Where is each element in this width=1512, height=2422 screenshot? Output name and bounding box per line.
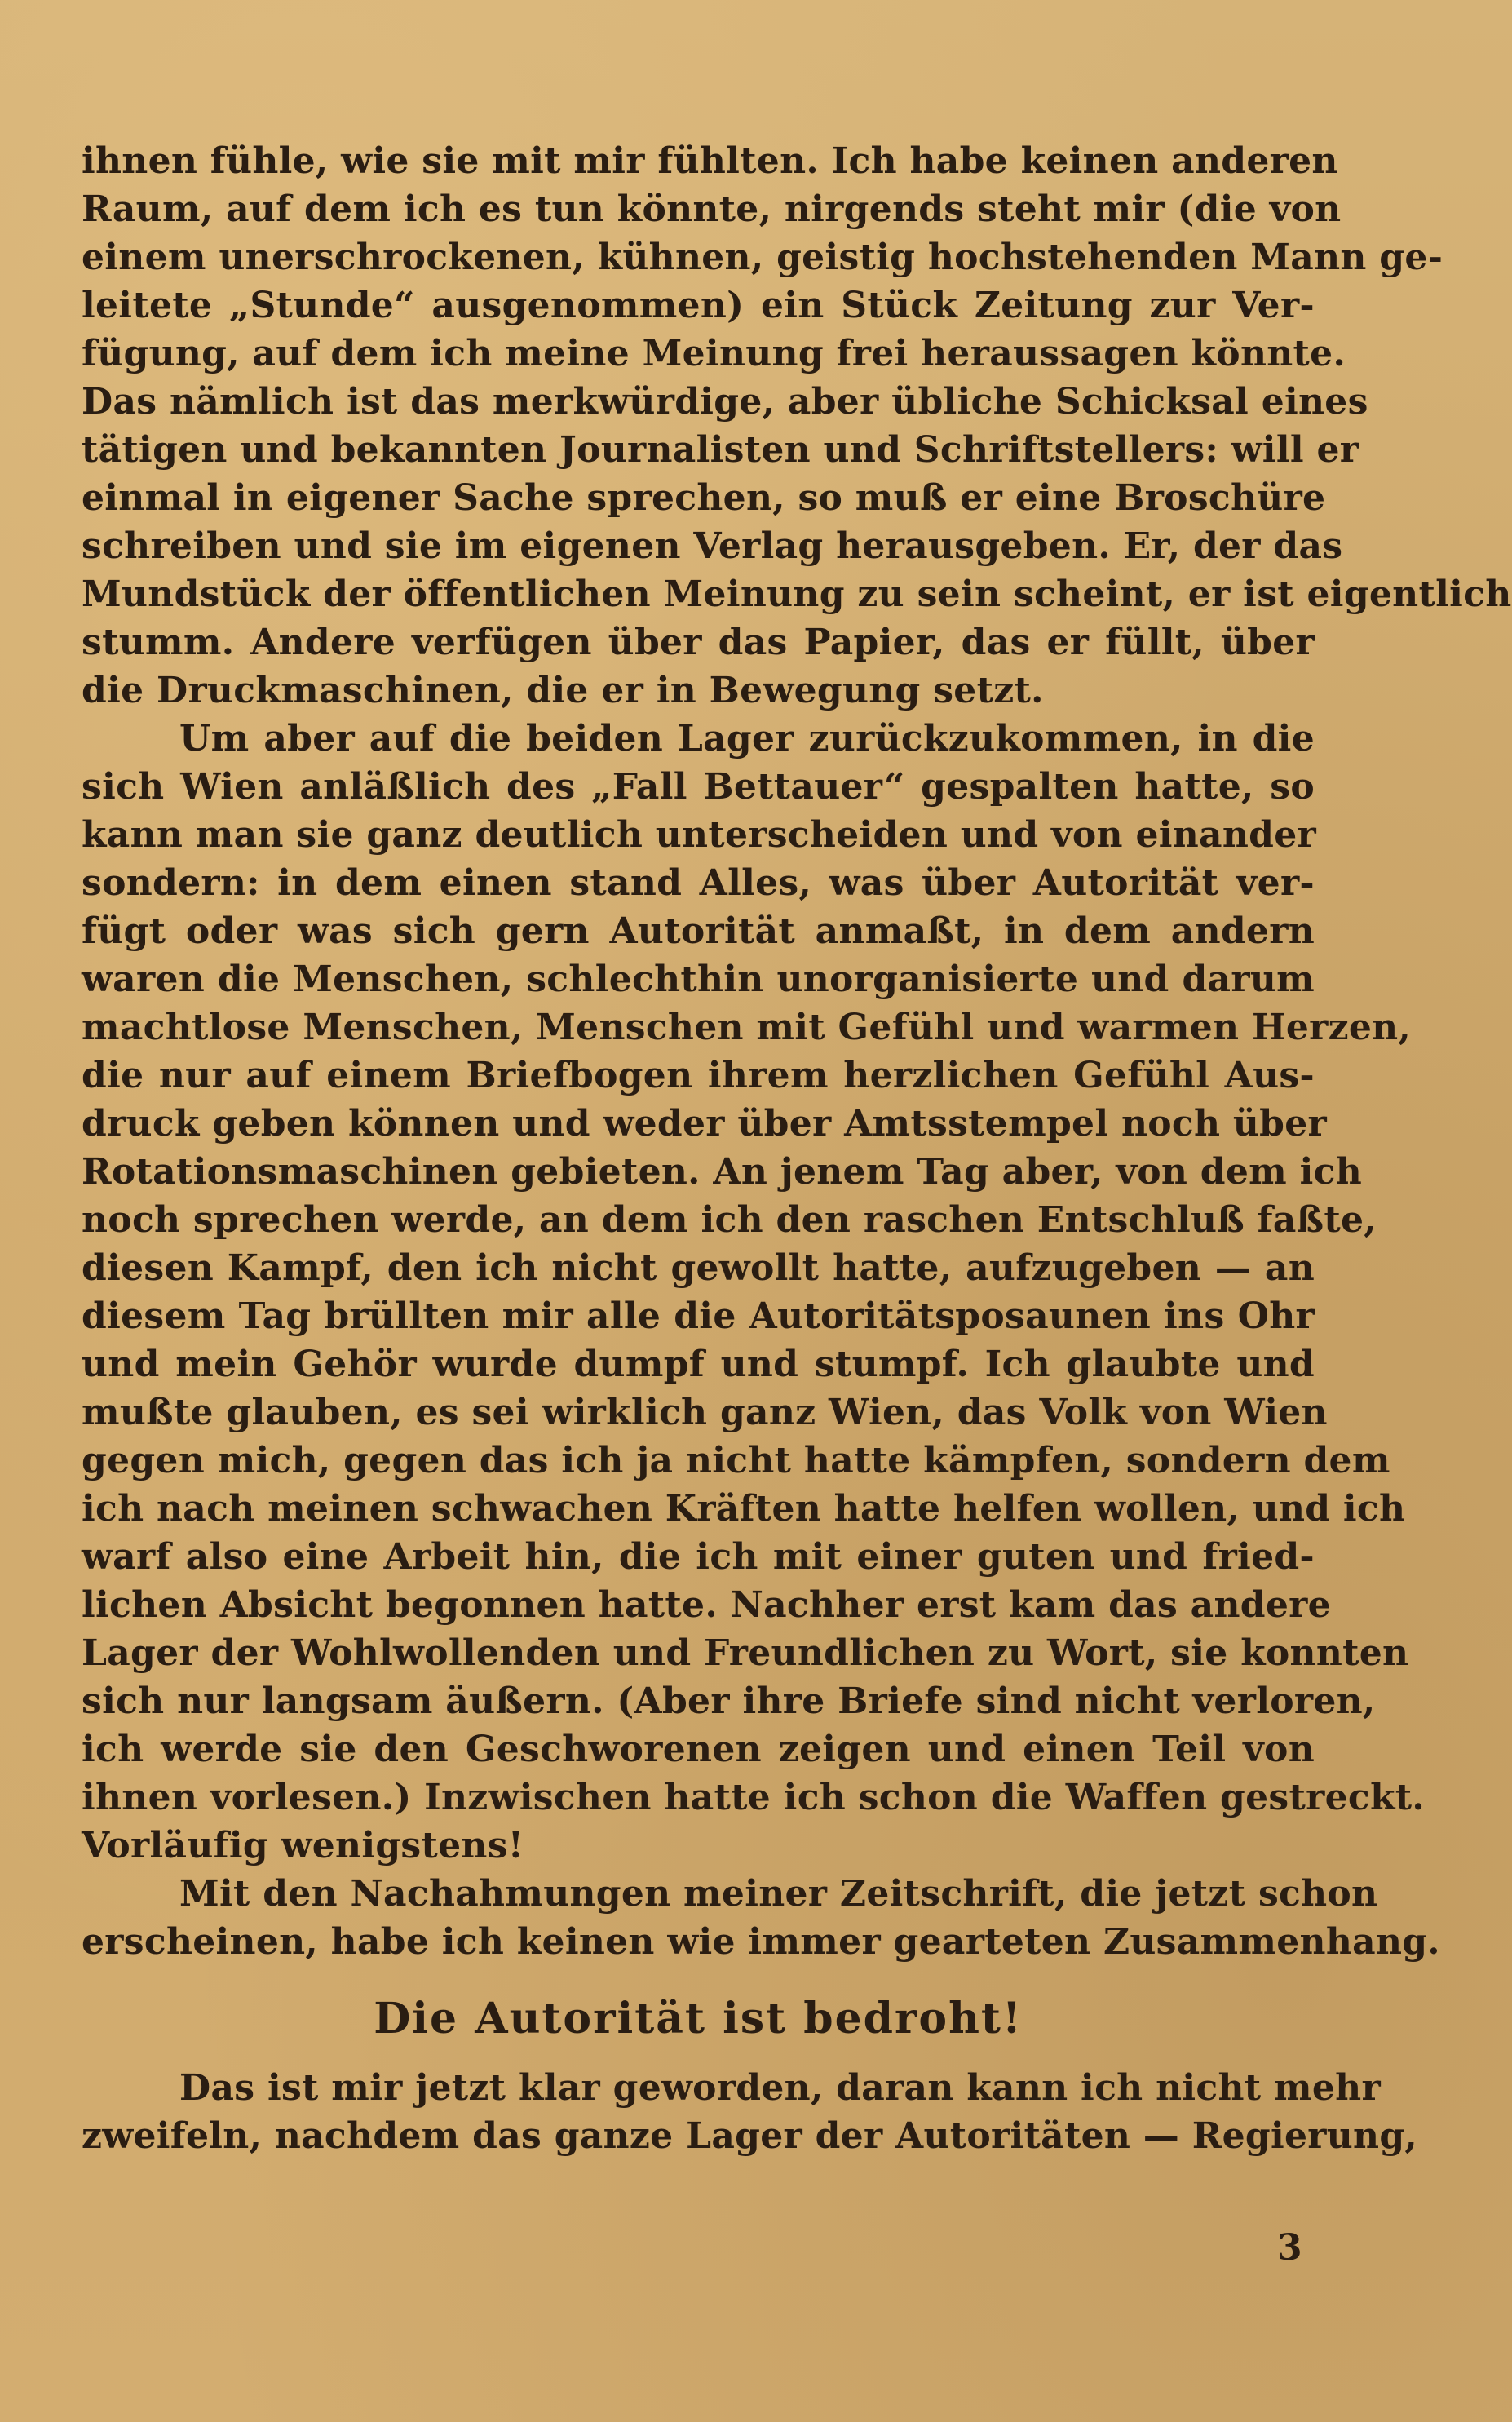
text-line: sondern: in dem einen stand Alles, was über Autorität ver-	[82, 862, 1315, 904]
text-line: Lager der Wohlwollenden und Freundlichen zu Wort, sie konnten	[82, 1632, 1409, 1674]
text-line: gegen mich, gegen das ich ja nicht hatte kämpfen, sondern dem	[82, 1440, 1390, 1481]
text-line: leitete „Stunde“ ausgenommen) ein Stück Zeitung zur Ver-	[82, 285, 1315, 326]
text-line: fügung, auf dem ich meine Meinung frei heraussagen könnte.	[82, 333, 1346, 374]
text-line: sich Wien anläßlich des „Fall Bettauer“ gespalten hatte, so	[82, 766, 1315, 808]
text-line: ihnen fühle, wie sie mit mir fühlten. Ich habe keinen anderen	[82, 140, 1338, 182]
spacer	[82, 1966, 1315, 1990]
text-line: Um aber auf die beiden Lager zurückzukommen, in die	[179, 718, 1315, 759]
paragraph-1	[82, 137, 1512, 715]
text-line: Raum, auf dem ich es tun könnte, nirgends steht mir (die von	[82, 188, 1342, 230]
paragraph-2	[82, 715, 1426, 1870]
text-line: ich nach meinen schwachen Kräften hatte helfen wollen, und ich	[82, 1488, 1406, 1530]
text-line: erscheinen, habe ich keinen wie immer gearteten Zusammenhang.	[82, 1921, 1440, 1963]
text-line: noch sprechen werde, an dem ich den raschen Entschluß faßte,	[82, 1199, 1377, 1241]
text-line: waren die Menschen, schlechthin unorganisierte und darum	[82, 959, 1315, 1000]
text-line: ich werde sie den Geschworenen zeigen und einen Teil von	[82, 1729, 1315, 1770]
text-line: sich nur langsam äußern. (Aber ihre Briefe sind nicht verloren,	[82, 1680, 1376, 1722]
text-line: lichen Absicht begonnen hatte. Nachher erst kam das andere	[82, 1584, 1331, 1626]
text-line: warf also eine Arbeit hin, die ich mit einer guten und fried-	[82, 1536, 1315, 1578]
text-line: mußte glauben, es sei wirklich ganz Wien, das Volk von Wien	[82, 1392, 1328, 1433]
text-line: Das ist mir jetzt klar geworden, daran kann ich nicht mehr	[179, 2067, 1381, 2109]
text-line: Vorläufig wenigstens!	[82, 1825, 524, 1866]
text-line: zweifeln, nachdem das ganze Lager der Autoritäten — Regierung,	[82, 2115, 1418, 2157]
text-line: einmal in eigener Sache sprechen, so muß er eine Broschüre	[82, 477, 1326, 519]
page-number: 3	[1277, 2227, 1302, 2269]
text-line: diesen Kampf, den ich nicht gewollt hatte, aufzugeben — an	[82, 1247, 1315, 1289]
page-body	[82, 137, 1512, 2160]
paragraph-3	[82, 1870, 1440, 1966]
text-line: diesem Tag brüllten mir alle die Autoritätsposaunen ins Ohr	[82, 1295, 1315, 1337]
text-line: fügt oder was sich gern Autorität anmaßt, in dem andern	[82, 910, 1315, 952]
text-line: und mein Gehör wurde dumpf und stumpf. Ich glaubte und	[82, 1344, 1315, 1385]
paragraph-4	[82, 2064, 1418, 2160]
text-line: Rotationsmaschinen gebieten. An jenem Tag aber, von dem ich	[82, 1151, 1362, 1193]
text-line: kann man sie ganz deutlich unterscheiden und von einander	[82, 814, 1316, 856]
text-line: Das nämlich ist das merkwürdige, aber übliche Schicksal eines	[82, 381, 1368, 423]
text-line: die nur auf einem Briefbogen ihrem herzlichen Gefühl Aus-	[82, 1055, 1315, 1096]
text-line: einem unerschrockenen, kühnen, geistig hochstehenden Mann ge-	[82, 237, 1443, 278]
text-line: Mit den Nachahmungen meiner Zeitschrift, die jetzt schon	[179, 1873, 1378, 1915]
text-line: tätigen und bekannten Journalisten und Schriftstellers: will er	[82, 429, 1359, 471]
text-line: ihnen vorlesen.) Inzwischen hatte ich schon die Waffen gestreckt.	[82, 1777, 1426, 1818]
text-line: die Druckmaschinen, die er in Bewegung setzt.	[82, 670, 1044, 711]
text-line: machtlose Menschen, Menschen mit Gefühl und warmen Herzen,	[82, 1007, 1412, 1048]
text-line: druck geben können und weder über Amtsstempel noch über	[82, 1103, 1328, 1145]
section-heading: Die Autorität ist bedroht!	[374, 1994, 1023, 2043]
text-line: schreiben und sie im eigenen Verlag herausgeben. Er, der das	[82, 525, 1343, 567]
text-line: stumm. Andere verfügen über das Papier, das er füllt, über	[82, 622, 1315, 663]
text-line: Mundstück der öffentlichen Meinung zu sein scheint, er ist eigentlich	[82, 573, 1512, 615]
